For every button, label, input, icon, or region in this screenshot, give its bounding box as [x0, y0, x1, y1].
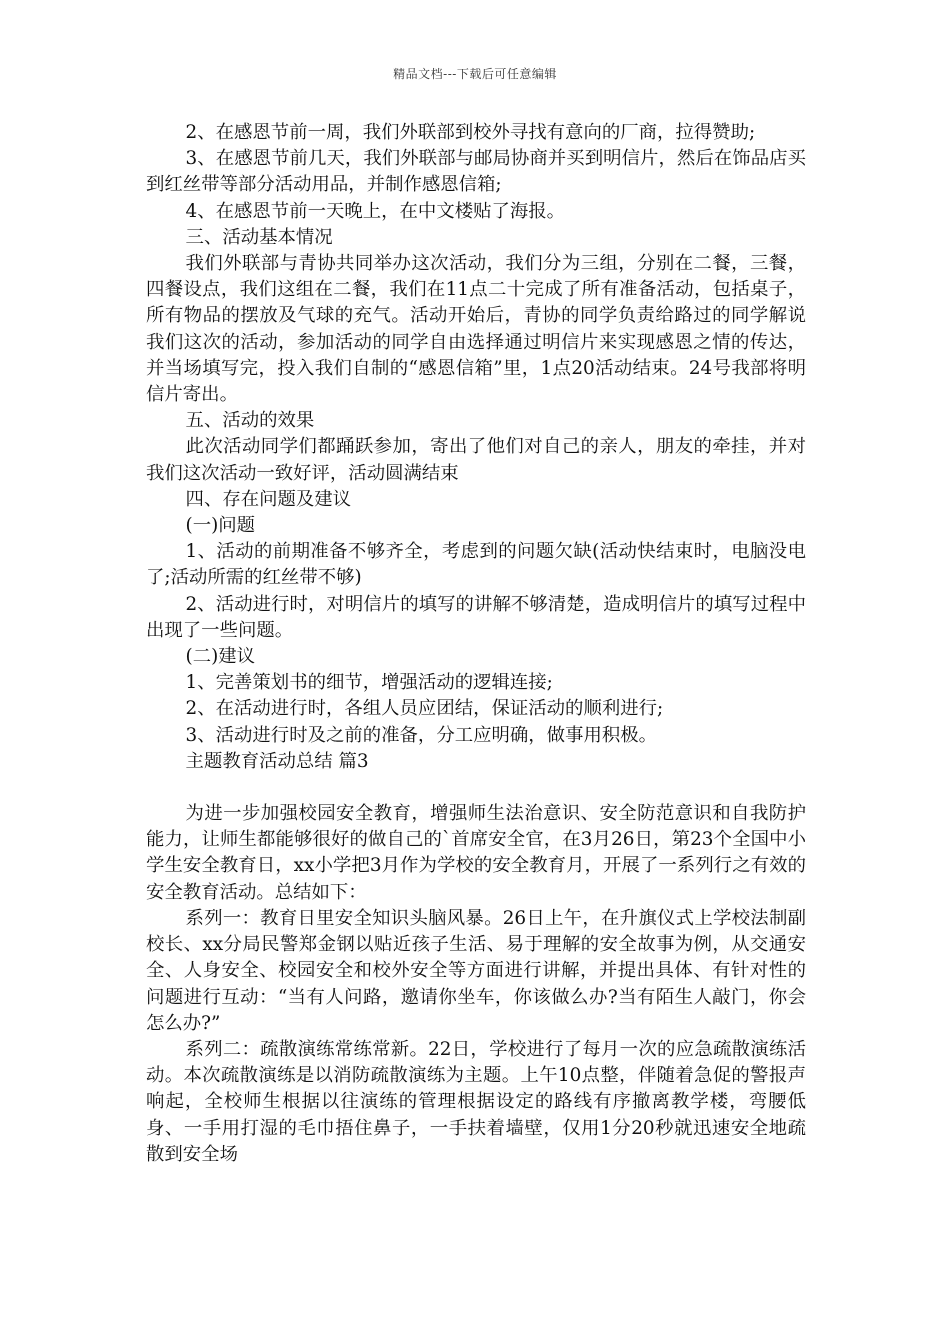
paragraph-item: 3、活动进行时及之前的准备，分工应明确，做事用积极。	[185, 724, 658, 746]
paragraph-item: 此次活动同学们都踊跃参加，寄出了他们对自己的亲人，朋友的牵挂，并对我们这次活动一致好评，活动圆满结束	[146, 436, 806, 484]
paragraph-item: 系列二：疏散演练常练常新。22日，学校进行了每月一次的应急疏散演练活动。本次疏散演练是以消防疏散演练为主题。上午10点整，伴随着急促的警报声响起，全校师生根据以往演练的管理根据设定的路线有序撤离教学楼，弯腰低身、一手用打湿的毛巾捂住鼻子，一手扶着墙壁，仅用1分20秒就迅速安全地疏散到安全场	[146, 1038, 806, 1165]
paragraph-item: 为进一步加强校园安全教育，增强师生法治意识、安全防范意识和自我防护能力，让师生都能够很好的做自己的`首席安全官，在3月26日，第23个全国中小学生安全教育日，xx小学把3月作为学校的安全教育月，开展了一系列行之有效的安全教育活动。总结如下：	[146, 803, 806, 903]
section-heading: 四、存在问题及建议	[185, 488, 352, 510]
subsection-heading: (二)建议	[185, 646, 256, 668]
paragraph-item: 4、在感恩节前一天晚上，在中文楼贴了海报。	[185, 200, 566, 222]
paragraph-item: 2、在感恩节前一周，我们外联部到校外寻找有意向的厂商，拉得赞助;	[185, 122, 756, 143]
subsection-heading: (一)问题	[185, 515, 256, 537]
section-heading: 三、活动基本情况	[185, 226, 333, 248]
section-heading: 五、活动的效果	[185, 410, 315, 432]
paragraph-item: 系列一：教育日里安全知识头脑风暴。26日上午，在升旗仪式上学校法制副校长、xx分局民警郑金钢以贴近孩子生活、易于理解的安全故事为例，从交通安全、人身安全、校园安全和校外安全等方面进行讲解，并提出具体、有针对性的问题进行互动：“当有人问路，邀请你坐车，你该做么办?当有陌生人敲门，你会怎么办?”	[146, 907, 806, 1034]
page-header: 精品文档---下载后可任意编辑	[393, 67, 557, 81]
paragraph-item: 1、活动的前期准备不够齐全，考虑到的问题欠缺(活动快结束时，电脑没电了;活动所需的红丝带不够)	[146, 541, 806, 589]
paragraph-item: 我们外联部与青协共同举办这次活动，我们分为三组，分别在二餐，三餐，四餐设点，我们这组在二餐，我们在11点二十完成了所有准备活动，包括桌子，所有物品的摆放及气球的充气。活动开始后，青协的同学负责给路过的同学解说我们这次的活动，参加活动的同学自由选择通过明信片来实现感恩之情的传达，并当场填写完，投入我们自制的“感恩信箱”里，1点20活动结束。24号我部将明信片寄出。	[146, 253, 806, 406]
blank-line	[146, 775, 806, 801]
paragraph-item: 1、完善策划书的细节，增强活动的逻辑连接;	[185, 672, 553, 694]
paragraph-item: 3、在感恩节前几天，我们外联部与邮局协商并买到明信片，然后在饰品店买到红丝带等部分活动用品，并制作感恩信箱;	[146, 148, 806, 196]
document-body	[146, 120, 806, 1168]
paragraph-item: 2、在活动进行时，各组人员应团结，保证活动的顺利进行;	[185, 698, 664, 720]
paragraph-item: 2、活动进行时，对明信片的填写的讲解不够清楚，造成明信片的填写过程中出现了一些问题。	[146, 593, 806, 641]
article-title: 主题教育活动总结 篇3	[185, 750, 369, 772]
